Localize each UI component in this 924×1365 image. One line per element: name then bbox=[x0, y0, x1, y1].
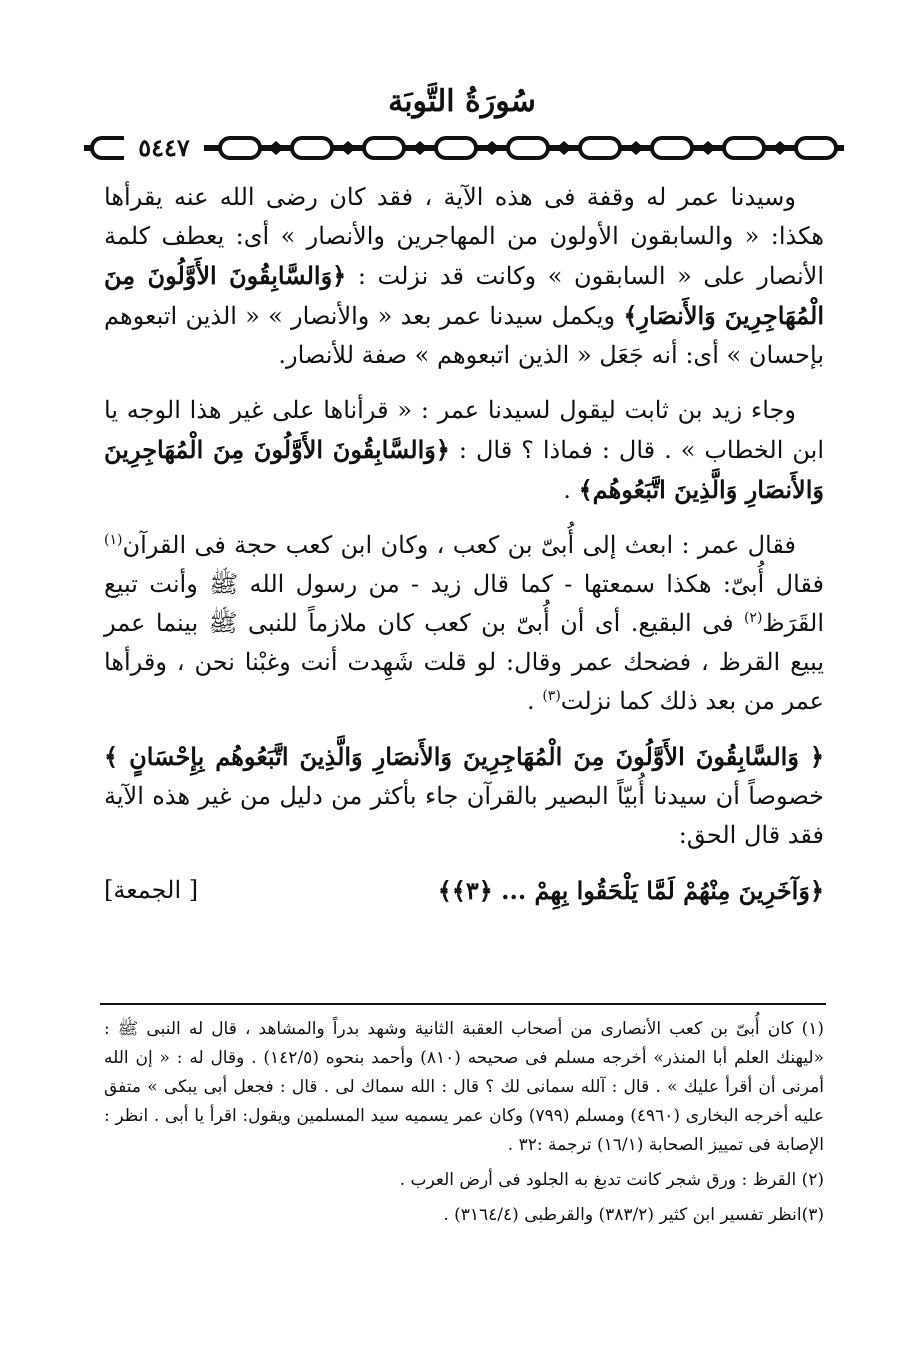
page-number: ٥٤٤٧ bbox=[124, 132, 204, 164]
paragraph-1 bbox=[104, 178, 824, 375]
verse-source: [ الجمعة] bbox=[104, 876, 199, 904]
paragraph-text: وسيدنا عمر له وقفة فى هذه الآية ، فقد كان رضى الله عنه يقرأها هكذا: « والسابقون الأولون من المهاجرين والأنصار » أى: يعطف كلمة الأنصار على « السابقون » وكانت قد نزلت : bbox=[104, 183, 824, 290]
footnote-3: (٣)انظر تفسير ابن كثير (٣٨٣/٢) والقرطبى (٣١٦٤/٤) . bbox=[443, 1205, 824, 1225]
paragraph-text: خصوصاً أن سيدنا أُبيّاً البصير بالقرآن جاء بأكثر من دليل من غير هذه الآية فقد قال الحق: bbox=[104, 782, 824, 849]
footnote-ref-3[interactable]: (٣) bbox=[542, 688, 561, 704]
footnote-ref-1[interactable]: (١) bbox=[104, 532, 123, 548]
paragraph-text: فقال أُبىّ: هكذا سمعتها - كما قال زيد - من رسول الله ﷺ وأنت تبيع القَرَظ bbox=[104, 570, 824, 637]
main-text bbox=[104, 178, 824, 926]
paragraph-text: . bbox=[527, 687, 535, 715]
surah-title: سُورَةُ التَّوبَة bbox=[388, 84, 536, 119]
footnote-divider bbox=[100, 1003, 826, 1005]
paragraph-text: فقال عمر : ابعث إلى أُبىّ بن كعب ، وكان ابن كعب حجة فى القرآن bbox=[122, 531, 796, 559]
paragraph-5 bbox=[104, 871, 824, 910]
page-ornament-band bbox=[84, 132, 844, 164]
quran-verse: ﴿وَالسَّابِقُونَ الأَوَّلُونَ مِنَ الْمُهَاجِرِينَ وَالأَنصَارِ وَالَّذِينَ اتَّبَعُوهُم﴾ bbox=[104, 435, 824, 504]
quran-verse: ﴿وَآخَرِينَ مِنْهُمْ لَمَّا يَلْحَقُوا بِهِمْ ... ﴿٣﴾﴾ bbox=[437, 876, 824, 905]
paragraph-3 bbox=[104, 526, 824, 721]
footnotes bbox=[104, 1015, 824, 1236]
paragraph-text: فى البقيع. أى أن أُبىّ بن كعب كان ملازماً للنبى ﷺ بينما عمر يبيع القرظ ، فضحك عمر وقال: لو قلت شَهِدت أنت وغبْنا نحن ، وقرأها عمر من بعد ذلك كما نزلت bbox=[104, 609, 825, 715]
footnote-1: (١) كان أُبىّ بن كعب الأنصارى من أصحاب العقبة الثانية وشهد بدراً والمشاهد ، قال له النبى ﷺ : «ليهنك العلم أبا المنذر» أخرجه مسلم فى صحيحه (٨١٠) وأحمد بنحوه (١٤٢/٥) . وقال له : « إن الله أمرنى أن أقرأ عليك » . قال : آلله سمانى لك ؟ قال : الله سماك لى . قال : فجعل أبى يبكى » متفق عليه أخرجه البخارى (٤٩٦٠) ومسلم (٧٩٩) وكان عمر يسميه سيد المسلمين ويقول: اقرأ يا أبى . انظر : الإصابة فى تمييز الصحابة (١٦/١) ترجمة :٣٢ . bbox=[104, 1019, 825, 1155]
quran-verse: ﴿وَالسَّابِقُونَ الأَوَّلُونَ مِنَ الْمُهَاجِرِينَ وَالأَنصَارِ﴾ bbox=[104, 261, 824, 330]
paragraph-text: . bbox=[563, 476, 571, 504]
paragraph-text: وجاء زيد بن ثابت ليقول لسيدنا عمر : « قرأناها على غير هذا الوجه يا ابن الخطاب » . قال : فماذا ؟ قال : bbox=[104, 396, 824, 464]
quran-verse: ﴿ وَالسَّابِقُونَ الأَوَّلُونَ مِنَ الْمُهَاجِرِينَ وَالأَنصَارِ وَالَّذِينَ اتَّبَعُوهُم بِإِحْسَانٍ ﴾ bbox=[104, 742, 824, 771]
paragraph-text: ويكمل سيدنا عمر بعد « والأنصار » « الذين اتبعوهم بإحسان » أى: أنه جَعَل « الذين اتبعوهم » صفة للأنصار. bbox=[104, 302, 824, 369]
footnote-ref-2[interactable]: (٢) bbox=[743, 610, 763, 626]
paragraph-4 bbox=[104, 737, 824, 855]
footnote-2: (٢) القرظ : ورق شجر كانت تدبغ به الجلود فى أرض العرب . bbox=[399, 1170, 824, 1190]
paragraph-2 bbox=[104, 391, 824, 510]
